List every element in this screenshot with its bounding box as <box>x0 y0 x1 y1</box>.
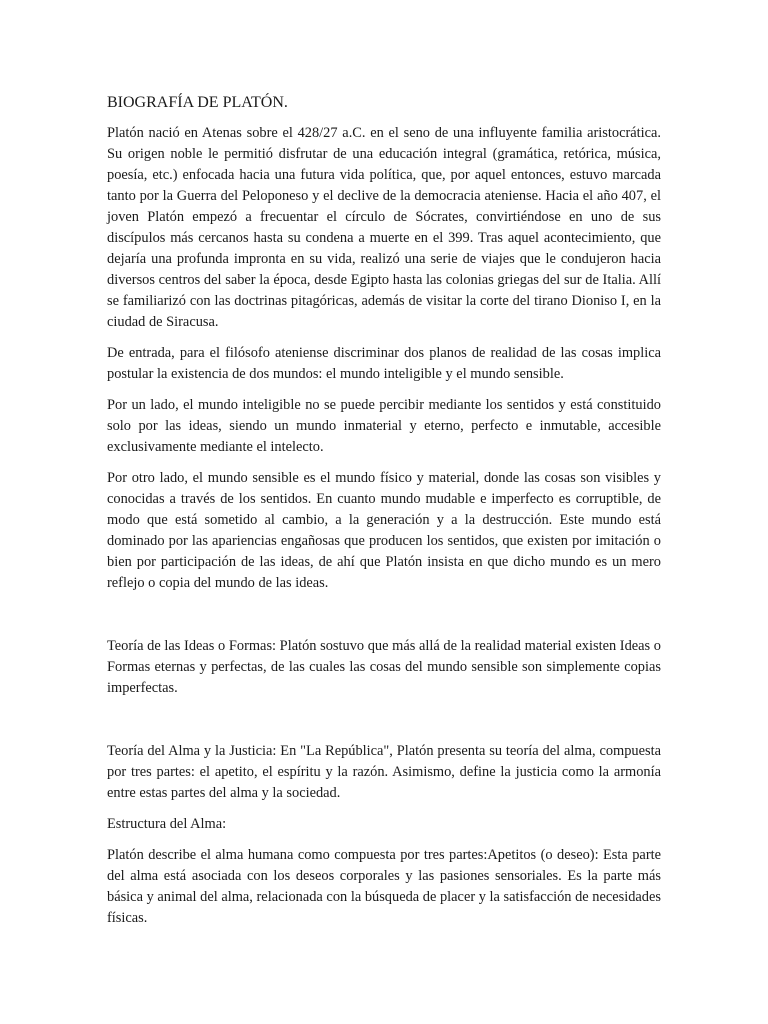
paragraph-intelligible-world: Por un lado, el mundo inteligible no se puede percibir mediante los sentidos y está constituido solo por las ideas, siendo un mundo inmaterial y eterno, perfecto e inmutable, accesible exclusivamente mediante el intelecto. <box>107 397 661 455</box>
paragraph-biography: Platón nació en Atenas sobre el 428/27 a.C. en el seno de una influyente familia aristocrática. Su origen noble le permitió disfrutar de una educación integral (gramática, retórica, música, poesía, etc.) enfocada hacia una futura vida política, que, por aquel entonces, estuvo marcada tanto por la Guerra del Peloponeso y el declive de la democracia ateniense. Hacia el año 407, el joven Platón empezó a frecuentar el círculo de Sócrates, convirtiéndose en uno de sus discípulos más cercanos hasta su condena a muerte en el 399. Tras aquel acontecimiento, que dejaría una profunda impronta en su vida, realizó una serie de viajes que le condujeron hacia diversos centros del saber la época, desde Egipto hasta las colonias griegas del sur de Italia. Allí se familiarizó con las doctrinas pitagóricas, además de visitar la corte del tirano Dioniso I, en la ciudad de Siracusa. <box>107 125 661 330</box>
paragraph-sensible-world: Por otro lado, el mundo sensible es el mundo físico y material, donde las cosas son visibles y conocidas a través de los sentidos. En cuanto mundo mudable e imperfecto es corruptible, de modo que está sometido al cambio, a la generación y a la destrucción. Este mundo está dominado por las apariencias engañosas que producen los sentidos, que existen por imitación o bien por participación de las ideas, de ahí que Platón insista en que dicho mundo es un mero reflejo o copia del mundo de las ideas. <box>107 470 661 591</box>
paragraph-theory-of-soul: Teoría del Alma y la Justicia: En "La República", Platón presenta su teoría del alma, compuesta por tres partes: el apetito, el espíritu y la razón. Asimismo, define la justicia como la armonía entre estas partes del alma y la sociedad. <box>107 743 661 801</box>
paragraph-soul-structure-heading: Estructura del Alma: <box>107 816 227 832</box>
document-title: BIOGRAFÍA DE PLATÓN. <box>107 94 288 111</box>
paragraph-theory-of-ideas: Teoría de las Ideas o Formas: Platón sostuvo que más allá de la realidad material existen Ideas o Formas eternas y perfectas, de las cuales las cosas del mundo sensible son simplemente copias imperfectas. <box>107 638 661 696</box>
document-page <box>107 92 661 939</box>
paragraph-two-worlds: De entrada, para el filósofo ateniense discriminar dos planos de realidad de las cosas implica postular la existencia de dos mundos: el mundo inteligible y el mundo sensible. <box>107 345 661 382</box>
paragraph-soul-parts: Platón describe el alma humana como compuesta por tres partes:Apetitos (o deseo): Esta parte del alma está asociada con los deseos corporales y las pasiones sensoriales. Es la parte más básica y animal del alma, relacionada con la búsqueda de placer y la satisfacción de necesidades físicas. <box>107 847 661 926</box>
